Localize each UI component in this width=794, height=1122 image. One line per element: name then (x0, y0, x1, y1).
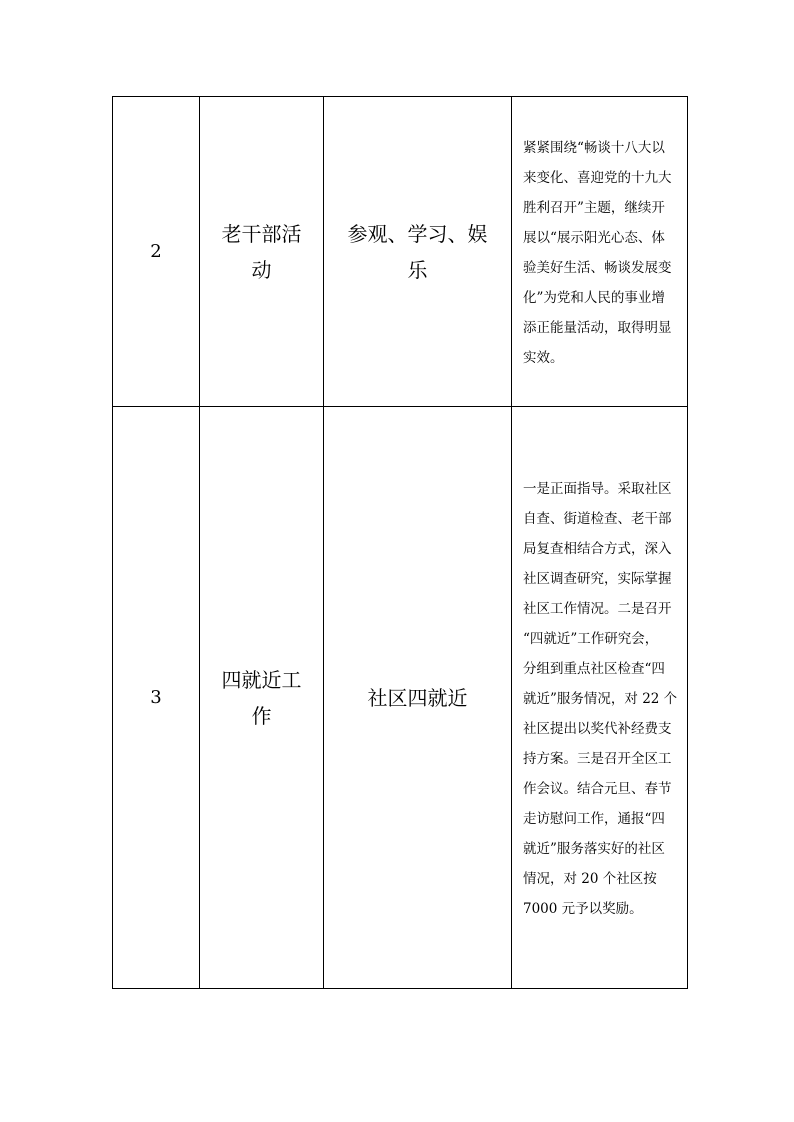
detail-line: 就近”服务情况，对 22 个 (523, 690, 678, 707)
detail-line: 添正能量活动，取得明显 (523, 319, 672, 336)
detail-line: 化”为党和人民的事业增 (523, 289, 665, 306)
detail-line: 来变化、喜迎党的十九大 (523, 169, 672, 186)
detail-line: 自查、街道检查、老干部 (523, 510, 672, 527)
detail-line: 分组到重点社区检查“四 (523, 660, 665, 677)
content-cell (324, 97, 512, 407)
detail-line: 验美好生活、畅谈发展变 (523, 259, 672, 276)
table-row (113, 407, 688, 989)
detail-cell (512, 407, 688, 989)
item-cell (200, 97, 324, 407)
item-line: 老干部活 (221, 221, 302, 246)
detail-line: 实效。 (523, 349, 564, 366)
detail-line: 局复查相结合方式，深入 (523, 540, 672, 557)
detail-line: 一是正面指导。采取社区 (523, 480, 672, 497)
detail-line: 就近”服务落实好的社区 (523, 840, 665, 857)
activity-table (112, 96, 688, 989)
item-line: 作 (251, 703, 272, 728)
detail-line: 紧紧围绕“畅谈十八大以 (523, 139, 665, 156)
detail-line: 社区提出以奖代补经费支 (523, 720, 672, 737)
content-line: 乐 (407, 257, 428, 282)
detail-line: 社区工作情况。二是召开 (523, 600, 672, 617)
table-row (113, 97, 688, 407)
detail-line: 持方案。三是召开全区工 (523, 750, 672, 767)
detail-line: “四就近”工作研究会， (523, 630, 659, 647)
row-index: 2 (113, 97, 200, 407)
item-line: 动 (251, 257, 272, 282)
detail-line: 7000 元予以奖励。 (523, 900, 643, 917)
detail-line: 社区调查研究，实际掌握 (523, 570, 672, 587)
content-line: 社区四就近 (367, 685, 468, 710)
detail-line: 作会议。结合元旦、春节 (523, 780, 672, 797)
item-cell (200, 407, 324, 989)
content-line: 参观、学习、娱 (347, 221, 488, 246)
item-line: 四就近工 (221, 667, 302, 692)
detail-line: 走访慰问工作，通报“四 (523, 810, 665, 827)
content-cell (324, 407, 512, 989)
row-index: 3 (113, 407, 200, 989)
detail-line: 展以“展示阳光心态、体 (523, 229, 665, 246)
detail-cell (512, 97, 688, 407)
detail-line: 胜利召开”主题，继续开 (523, 199, 665, 216)
detail-line: 情况，对 20 个社区按 (523, 870, 657, 887)
